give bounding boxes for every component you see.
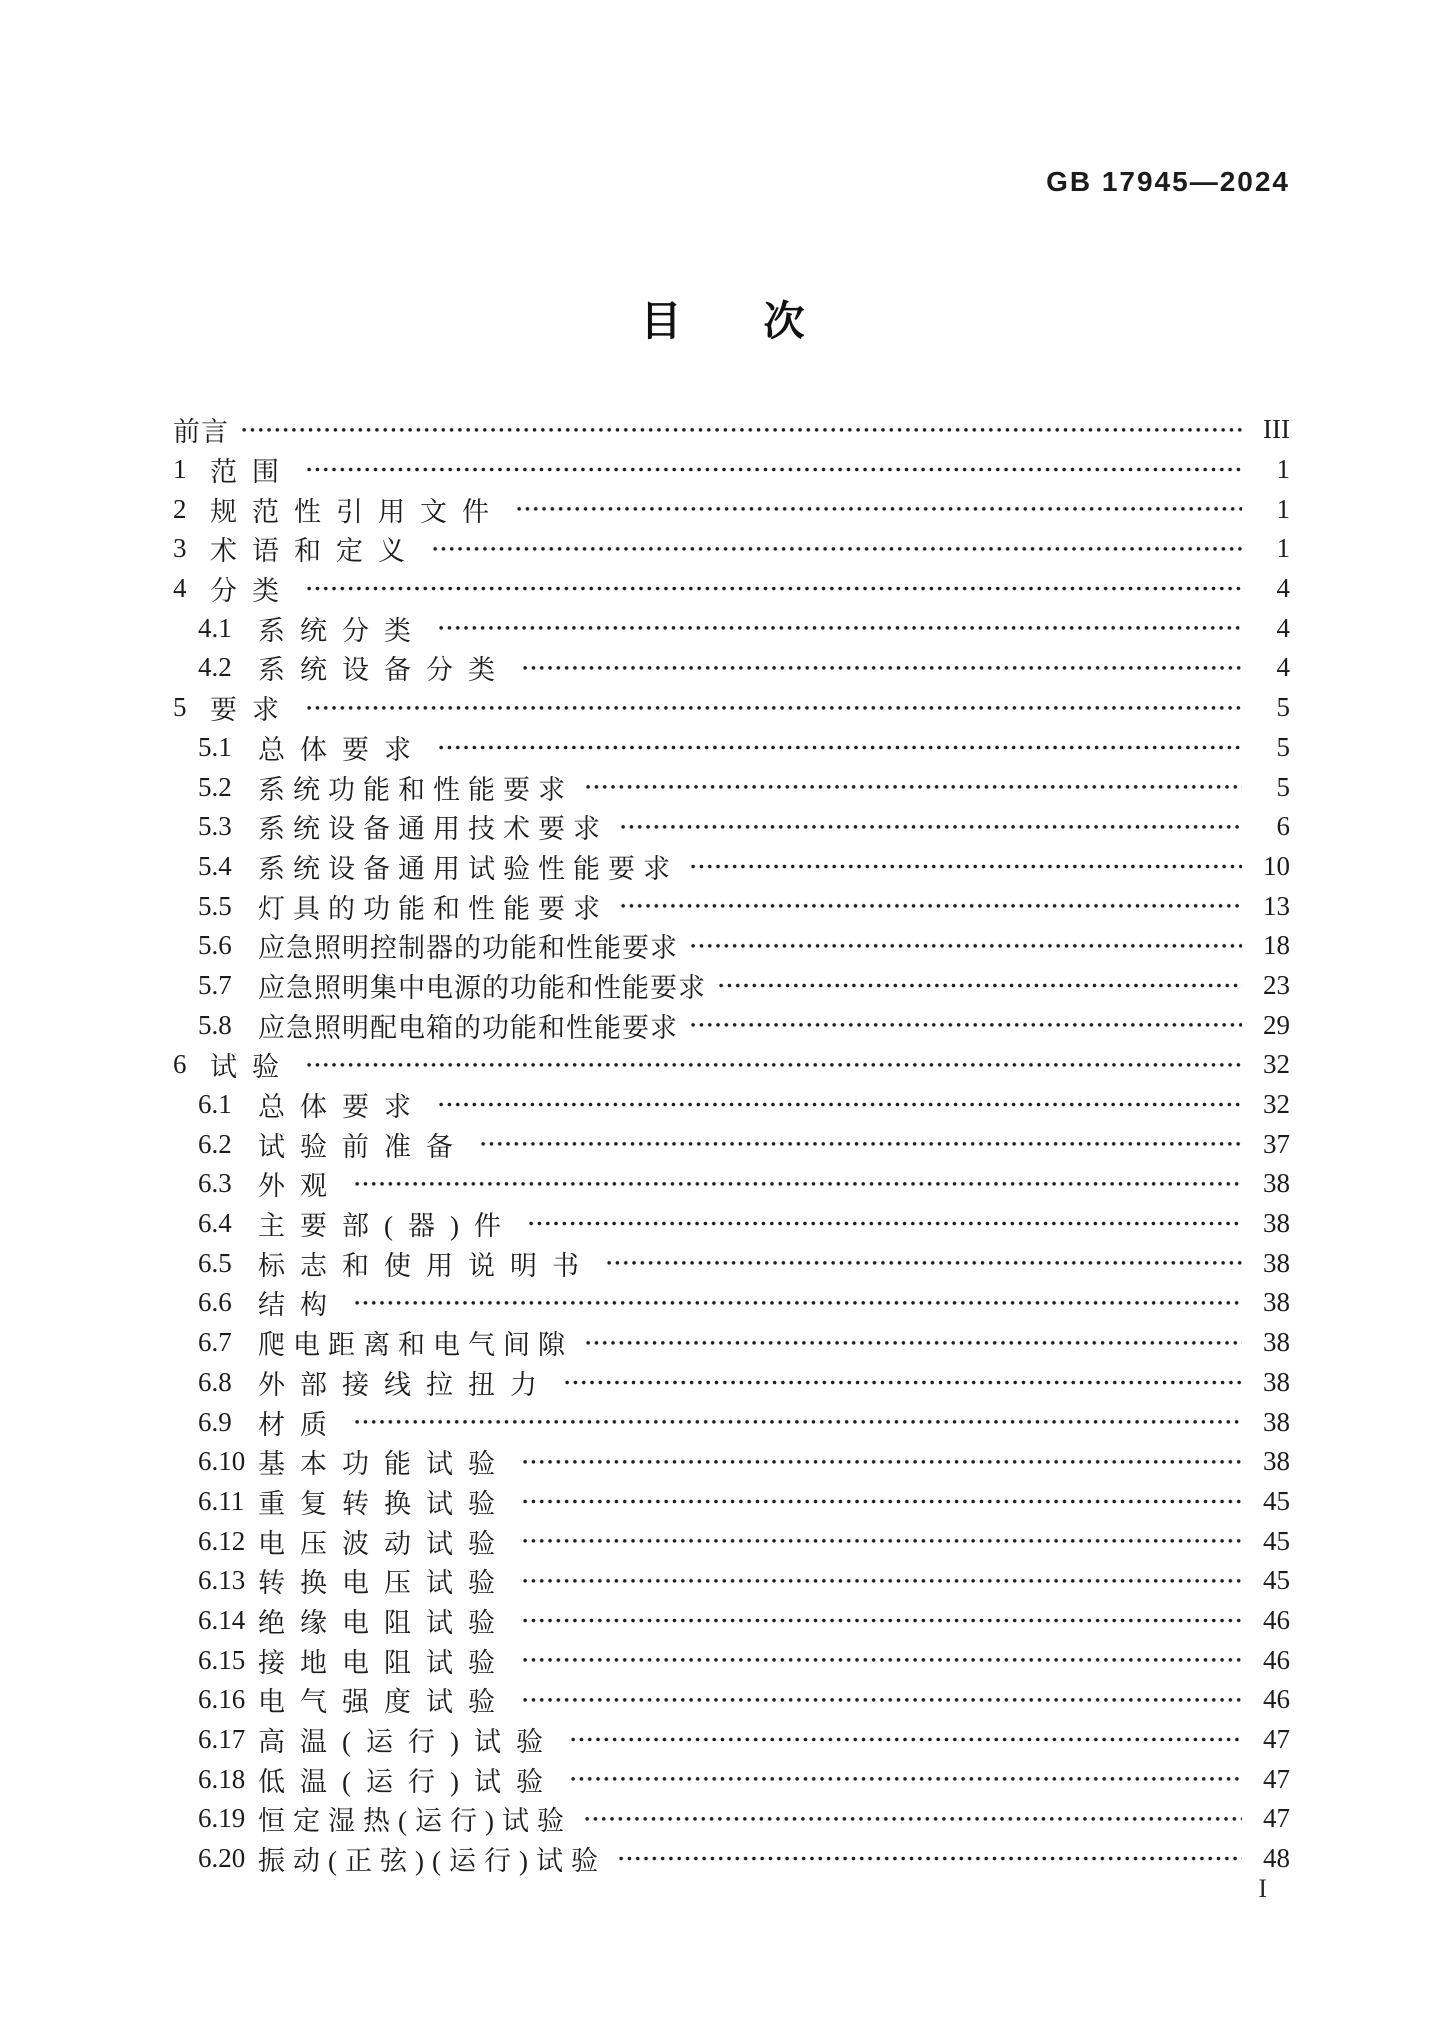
toc-dot-leader: [436, 608, 1242, 648]
toc-entry: [173, 1164, 1290, 1204]
toc-entry-page: 46: [1263, 1644, 1290, 1675]
toc-entry: [173, 1759, 1290, 1799]
toc-entry: [173, 926, 1290, 966]
toc-entry: [173, 767, 1290, 807]
toc-entry-number: 6.8: [198, 1366, 232, 1397]
toc-entry-label: 试验: [210, 1052, 294, 1083]
toc-entry-page: 45: [1263, 1485, 1290, 1516]
toc-entry-page: 23: [1263, 969, 1290, 1000]
toc-entry-page: 48: [1263, 1843, 1290, 1874]
toc-dot-leader: [604, 1243, 1242, 1283]
toc-entry-number: 6.18: [198, 1763, 246, 1794]
toc-entry-number: 4.2: [198, 652, 232, 683]
toc-entry: [173, 728, 1290, 768]
toc-entry: [173, 1601, 1290, 1641]
toc-entry-page: 38: [1263, 1406, 1290, 1437]
toc-entry-number: 6.12: [198, 1525, 246, 1556]
toc-entry-page: 5: [1276, 731, 1290, 762]
toc-entry-number: 6.2: [198, 1128, 232, 1159]
toc-entry-label: 前言: [173, 417, 229, 448]
toc-entry: [173, 1799, 1290, 1839]
toc-dot-leader: [520, 1680, 1242, 1720]
toc-entry: [173, 1045, 1290, 1085]
toc-entry-number: 6.11: [198, 1485, 245, 1516]
toc-entry-number: 6.15: [198, 1644, 246, 1675]
toc-entry: [173, 1640, 1290, 1680]
toc-entry-number: 5.3: [198, 811, 232, 842]
toc-entry: [173, 450, 1290, 490]
toc-entry: [173, 1243, 1290, 1283]
page-title: 目 次: [640, 298, 805, 344]
toc-entry-label: 爬电距离和电气间隙: [258, 1330, 573, 1361]
toc-entry: [173, 1482, 1290, 1522]
toc-entry-number: 6.4: [198, 1208, 232, 1239]
toc-entry-number: 6.16: [198, 1684, 246, 1715]
toc-entry-label: 系统设备通用技术要求: [258, 814, 608, 845]
toc-dot-leader: [688, 926, 1242, 966]
toc-entry-label: 高温(运行)试验: [258, 1727, 558, 1758]
toc-entry-label: 系统设备通用试验性能要求: [258, 853, 678, 884]
toc-entry-label: 范围: [210, 457, 294, 488]
toc-entry-number: 6.17: [198, 1724, 246, 1755]
toc-entry-page: 45: [1263, 1565, 1290, 1596]
toc-entry-page: 6: [1276, 811, 1290, 842]
toc-dot-leader: [520, 1640, 1242, 1680]
toc-dot-leader: [520, 1442, 1242, 1482]
toc-entry: [173, 966, 1290, 1006]
toc-entry-number: 6.6: [198, 1287, 232, 1318]
toc-list: [173, 410, 1290, 1878]
toc-entry: [173, 886, 1290, 926]
toc-entry-page: 47: [1263, 1763, 1290, 1794]
toc-dot-leader: [583, 767, 1242, 807]
toc-entry: [173, 489, 1290, 529]
toc-entry-label: 振动(正弦)(运行)试验: [258, 1846, 606, 1877]
toc-dot-leader: [304, 1045, 1242, 1085]
toc-entry-label: 标志和使用说明书: [258, 1250, 594, 1281]
toc-entry-label: 应急照明集中电源的功能和性能要求: [258, 972, 706, 1003]
toc-entry: [173, 608, 1290, 648]
toc-entry: [173, 1283, 1290, 1323]
toc-entry: [173, 1402, 1290, 1442]
toc-entry-page: 32: [1263, 1049, 1290, 1080]
toc-dot-leader: [568, 1759, 1242, 1799]
toc-entry-number: 5.2: [198, 771, 232, 802]
toc-entry: [173, 1839, 1290, 1879]
toc-entry-number: 3: [173, 533, 187, 564]
toc-entry-label: 电压波动试验: [258, 1528, 510, 1559]
toc-entry: [173, 1561, 1290, 1601]
toc-dot-leader: [436, 728, 1242, 768]
toc-entry-label: 重复转换试验: [258, 1488, 510, 1519]
toc-entry-label: 外观: [258, 1171, 342, 1202]
toc-entry-label: 电气强度试验: [258, 1687, 510, 1718]
toc-dot-leader: [304, 569, 1242, 609]
toc-entry: [173, 1363, 1290, 1403]
toc-dot-leader: [520, 1561, 1242, 1601]
toc-entry-number: 5.4: [198, 850, 232, 881]
toc-entry-page: 1: [1276, 454, 1290, 485]
toc-entry-page: 10: [1263, 850, 1290, 881]
toc-entry-page: 46: [1263, 1684, 1290, 1715]
toc-dot-leader: [562, 1363, 1242, 1403]
toc-entry-page: 1: [1276, 493, 1290, 524]
toc-dot-leader: [352, 1164, 1242, 1204]
toc-entry-page: 47: [1263, 1803, 1290, 1834]
toc-entry-number: 5: [173, 692, 187, 723]
toc-dot-leader: [520, 648, 1242, 688]
toc-entry-label: 低温(运行)试验: [258, 1766, 558, 1797]
toc-entry-page: 46: [1263, 1604, 1290, 1635]
toc-entry-number: 6.20: [198, 1843, 246, 1874]
toc-entry: [173, 807, 1290, 847]
toc-entry-number: 6.14: [198, 1604, 246, 1635]
toc-entry: [173, 1720, 1290, 1760]
toc-entry-page: 29: [1263, 1009, 1290, 1040]
toc-entry-page: 4: [1276, 612, 1290, 643]
toc-entry-page: 45: [1263, 1525, 1290, 1556]
toc-entry-page: 38: [1263, 1366, 1290, 1397]
toc-dot-leader: [716, 966, 1242, 1006]
toc-entry-page: 5: [1276, 771, 1290, 802]
toc-entry-label: 要求: [210, 695, 294, 726]
toc-entry: [173, 1124, 1290, 1164]
toc-entry: [173, 1442, 1290, 1482]
toc-entry-number: 6.7: [198, 1327, 232, 1358]
toc-entry: [173, 1521, 1290, 1561]
toc-entry-page: 4: [1276, 573, 1290, 604]
toc-entry-page: 5: [1276, 692, 1290, 723]
toc-entry-label: 主要部(器)件: [258, 1211, 516, 1242]
toc-entry-page: 37: [1263, 1128, 1290, 1159]
toc-dot-leader: [514, 489, 1242, 529]
toc-entry-number: 5.7: [198, 969, 232, 1000]
toc-entry-page: 13: [1263, 890, 1290, 921]
toc-entry-number: 6.10: [198, 1446, 246, 1477]
toc-entry-number: 6.13: [198, 1565, 246, 1596]
toc-entry-number: 5.1: [198, 731, 232, 762]
toc-dot-leader: [520, 1482, 1242, 1522]
toc-dot-leader: [430, 529, 1242, 569]
toc-entry-label: 结构: [258, 1290, 342, 1321]
toc-dot-leader: [616, 1839, 1242, 1879]
toc-entry-label: 应急照明控制器的功能和性能要求: [258, 933, 678, 964]
toc-dot-leader: [239, 410, 1242, 450]
toc-entry-label: 总体要求: [258, 734, 426, 765]
toc-entry-label: 试验前准备: [258, 1131, 468, 1162]
toc-entry-page: 47: [1263, 1724, 1290, 1755]
toc-dot-leader: [688, 847, 1242, 887]
toc-entry-label: 灯具的功能和性能要求: [258, 893, 608, 924]
toc-entry: [173, 1680, 1290, 1720]
toc-entry-label: 外部接线拉扭力: [258, 1369, 552, 1400]
toc-entry-page: 38: [1263, 1247, 1290, 1278]
toc-entry: [173, 1204, 1290, 1244]
toc-dot-leader: [304, 688, 1242, 728]
toc-entry-label: 规范性引用文件: [210, 496, 504, 527]
toc-entry-label: 系统设备分类: [258, 655, 510, 686]
toc-entry-number: 4: [173, 573, 187, 604]
toc-entry-number: 6.5: [198, 1247, 232, 1278]
toc-entry-label: 绝缘电阻试验: [258, 1607, 510, 1638]
toc-entry: [173, 1085, 1290, 1125]
toc-entry-number: 6.3: [198, 1168, 232, 1199]
toc-entry-number: 6.9: [198, 1406, 232, 1437]
toc-dot-leader: [582, 1799, 1242, 1839]
toc-entry-page: III: [1263, 414, 1290, 445]
toc-dot-leader: [352, 1402, 1242, 1442]
toc-entry-number: 1: [173, 454, 187, 485]
doc-code: GB 17945—2024: [1046, 166, 1290, 197]
toc-entry-number: 5.6: [198, 930, 232, 961]
toc-entry-label: 材质: [258, 1409, 342, 1440]
toc-entry-label: 系统功能和性能要求: [258, 774, 573, 805]
toc-dot-leader: [583, 1323, 1242, 1363]
toc-entry-page: 4: [1276, 652, 1290, 683]
toc-dot-leader: [478, 1124, 1242, 1164]
toc-entry-number: 4.1: [198, 612, 232, 643]
toc-entry-page: 32: [1263, 1089, 1290, 1120]
toc-entry-page: 38: [1263, 1168, 1290, 1199]
toc-entry-page: 38: [1263, 1287, 1290, 1318]
toc-entry-number: 2: [173, 493, 187, 524]
toc-entry-label: 基本功能试验: [258, 1449, 510, 1480]
toc-dot-leader: [304, 450, 1242, 490]
toc-dot-leader: [436, 1085, 1242, 1125]
toc-entry-label: 术语和定义: [210, 536, 420, 567]
toc-dot-leader: [688, 1005, 1242, 1045]
toc-dot-leader: [618, 807, 1242, 847]
toc-entry-page: 38: [1263, 1327, 1290, 1358]
toc-entry: [173, 529, 1290, 569]
toc-entry-number: 6.19: [198, 1803, 246, 1834]
toc-dot-leader: [520, 1521, 1242, 1561]
toc-entry: [173, 410, 1290, 450]
toc-entry-number: 6: [173, 1049, 187, 1080]
toc-entry-label: 总体要求: [258, 1092, 426, 1123]
toc-entry-label: 恒定湿热(运行)试验: [258, 1806, 572, 1837]
toc-entry: [173, 688, 1290, 728]
toc-dot-leader: [618, 886, 1242, 926]
toc-entry: [173, 648, 1290, 688]
toc-dot-leader: [352, 1283, 1242, 1323]
toc-entry-number: 5.8: [198, 1009, 232, 1040]
toc-entry-label: 应急照明配电箱的功能和性能要求: [258, 1012, 678, 1043]
toc-dot-leader: [520, 1601, 1242, 1641]
footer-page-number: I: [1258, 1874, 1267, 1903]
toc-entry-label: 转换电压试验: [258, 1568, 510, 1599]
toc-dot-leader: [568, 1720, 1242, 1760]
toc-entry-page: 1: [1276, 533, 1290, 564]
toc-entry-page: 38: [1263, 1446, 1290, 1477]
toc-entry: [173, 847, 1290, 887]
toc-dot-leader: [526, 1204, 1242, 1244]
toc-entry-page: 38: [1263, 1208, 1290, 1239]
toc-entry-number: 5.5: [198, 890, 232, 921]
toc-entry-label: 分类: [210, 576, 294, 607]
toc-entry-page: 18: [1263, 930, 1290, 961]
toc-entry: [173, 1323, 1290, 1363]
toc-entry-label: 接地电阻试验: [258, 1647, 510, 1678]
toc-entry-label: 系统分类: [258, 615, 426, 646]
toc-entry: [173, 1005, 1290, 1045]
toc-entry-number: 6.1: [198, 1089, 232, 1120]
toc-entry: [173, 569, 1290, 609]
